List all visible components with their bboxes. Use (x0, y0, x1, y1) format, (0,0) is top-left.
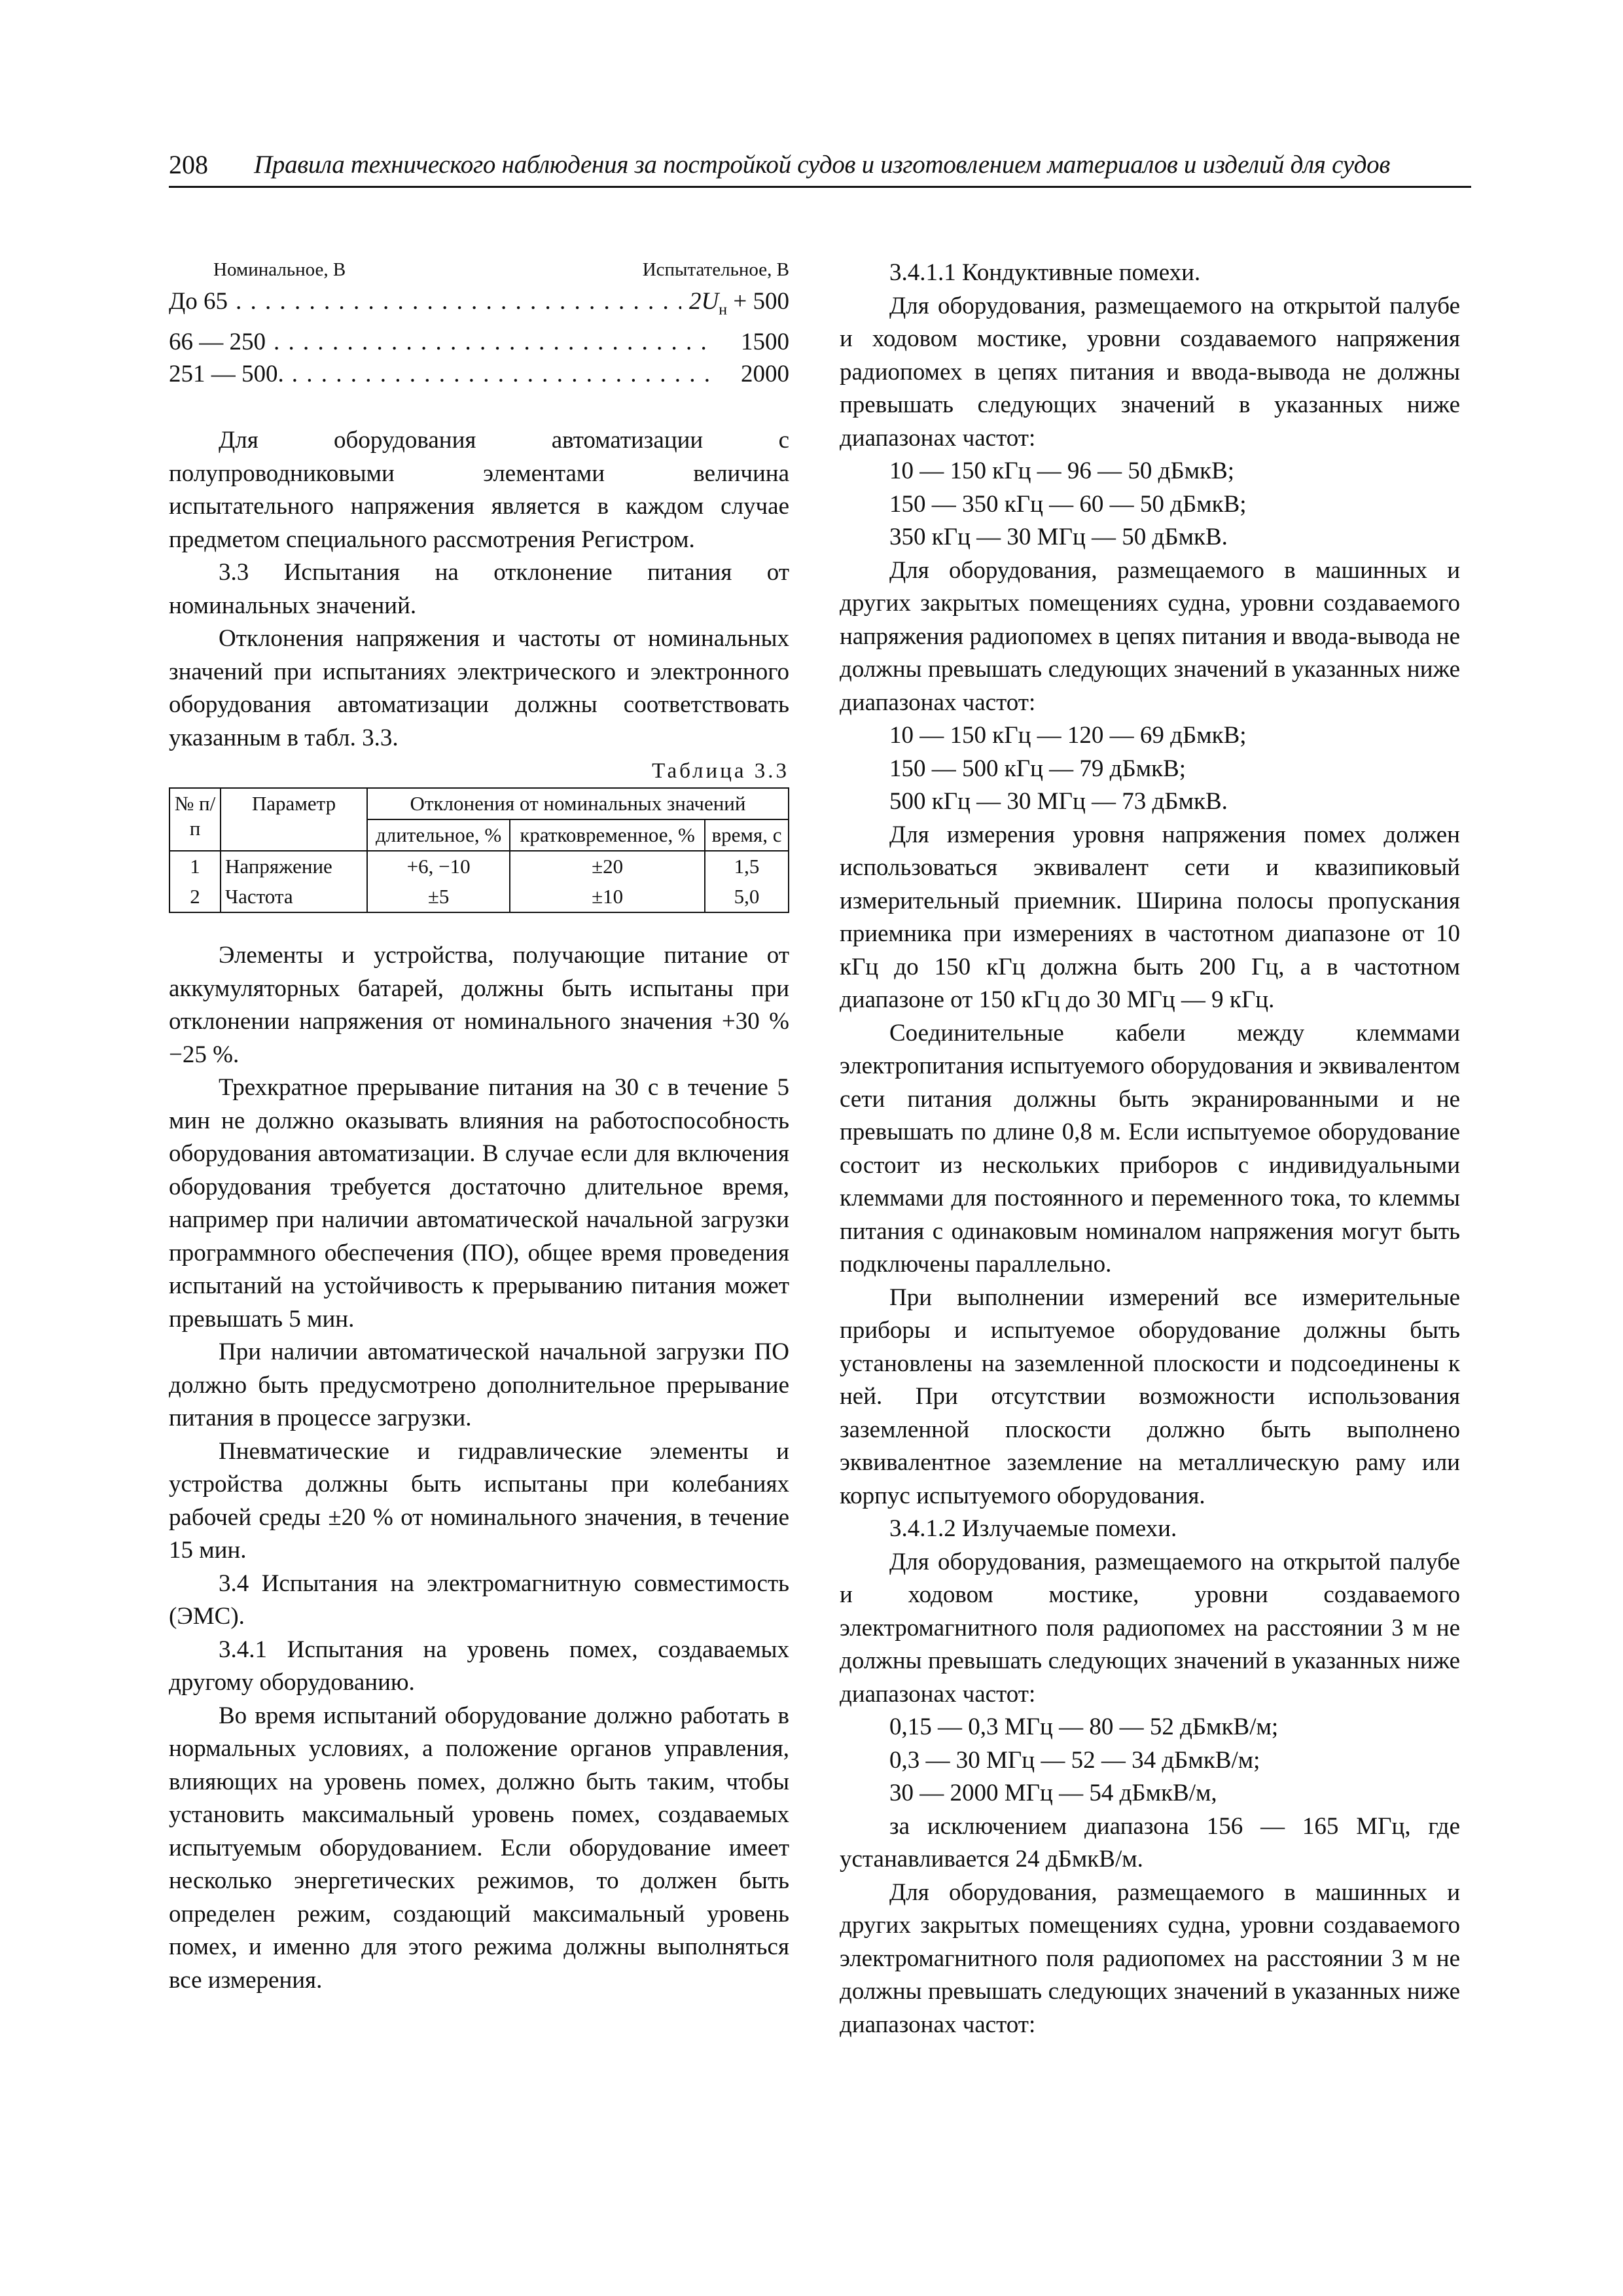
list-item: 150 — 350 кГц — 60 — 50 дБмкВ; (889, 490, 1247, 518)
table-row: 2 Частота ±5 ±10 5,0 (169, 882, 789, 912)
section-heading: 3.4.1.1 Кондуктивные помехи. (889, 259, 1201, 286)
th-parameter: Параметр (221, 788, 367, 851)
th-number: № п/п (169, 788, 221, 851)
paragraph: Во время испытаний оборудование должно работать в нормальных условиях, а положение органов управления, влияющих на уровень помех, должно быть таким, чтобы установить максимальный уровень помех, создаваемых испытуемым оборудованием. Если оборудование имеет несколько энергетических режимов, то должен быть определен режим, создающий максимальный уровень помех, и именно для этого режима должны выполняться все измерения. (169, 1702, 789, 1994)
paragraph: за исключением диапазона 156 — 165 МГц, где устанавливается 24 дБмкВ/м. (840, 1812, 1460, 1873)
th-deviations: Отклонения от номинальных значений (367, 788, 789, 819)
left-column (169, 257, 789, 1997)
section-heading: 3.3 Испытания на отклонение питания от номинальных значений. (169, 559, 789, 619)
list-item: 0,15 — 0,3 МГц — 80 — 52 дБмкВ/м; (889, 1713, 1279, 1740)
section-heading: 3.4.1 Испытания на уровень помех, создаваемых другому оборудованию. (169, 1636, 789, 1696)
list-item: 10 — 150 кГц — 120 — 69 дБмкВ; (889, 722, 1247, 749)
voltage-row: 66 — 250 . . . 1500 (169, 326, 789, 358)
paragraph: Пневматические и гидравлические элементы и устройства должны быть испытаны при колебаниях рабочей среды ±20 % от номинального значения, в течение 15 мин. (169, 1437, 789, 1564)
table-row: 1 Напряжение +6, −10 ±20 1,5 (169, 851, 789, 882)
paragraph: Для оборудования, размещаемого на открытой палубе и ходовом мостике, уровни создаваемого напряжения радиопомех в цепях питания и ввода-вывода не должны превышать следующих значений в указанных ниже диапазонах частот: (840, 292, 1460, 452)
table-caption: Таблица 3.3 (652, 759, 789, 783)
list-item: 350 кГц — 30 МГц — 50 дБмкВ. (889, 524, 1228, 550)
paragraph: При выполнении измерений все измерительные приборы и испытуемое оборудование должны быть установлены на заземленной плоскости и подсоединены к ней. При отсутствии возможности использования заземленной плоскости должно быть выполнено эквивалентное заземление на металлическую раму или корпус испытуемого оборудования. (840, 1283, 1460, 1509)
page-header (169, 145, 1471, 188)
th-short: кратковременное, % (510, 819, 705, 851)
th-long: длительное, % (367, 819, 510, 851)
voltage-row: До 65 . . . $2U_н + 500$ (169, 285, 789, 326)
page-number: 208 (169, 150, 208, 179)
paragraph: Для измерения уровня напряжения помех должен использоваться эквивалент сети и квазипиковый измерительный приемник. Ширина полосы пропускания приемника при измерениях в частотном диапазоне от 10 кГц до 150 кГц должна быть 200 Гц, а в частотном диапазоне от 150 кГц до 30 МГц — 9 кГц. (840, 821, 1460, 1013)
paragraph: Для оборудования автоматизации с полупроводниковыми элементами величина испытательного напряжения является в каждом случае предметом специального рассмотрения Регистром. (169, 427, 789, 553)
paragraph: Отклонения напряжения и частоты от номинальных значений при испытаниях электрического и электронного оборудования автоматизации должны соответствовать указанным в табл. 3.3. (169, 625, 789, 751)
section-heading: 3.4.1.2 Излучаемые помехи. (889, 1515, 1177, 1542)
paragraph: Соединительные кабели между клеммами электропитания испытуемого оборудования и эквивалентом сети питания должны быть экранированными и не превышать по длине 0,8 м. Если испытуемое оборудование состоит из нескольких приборов с индивидуальными клеммами для постоянного и переменного тока, то клеммы питания с одинаковым номиналом напряжения могут быть подключены параллельно. (840, 1019, 1460, 1278)
paragraph: Для оборудования, размещаемого в машинных и других закрытых помещениях судна, уровни создаваемого напряжения радиопомех в цепях питания и ввода-вывода не должны превышать следующих значений в указанных ниже диапазонах частот: (840, 556, 1460, 716)
list-item: 150 — 500 кГц — 79 дБмкВ; (889, 755, 1186, 782)
paragraph: Для оборудования, размещаемого на открытой палубе и ходовом мостике, уровни создаваемого электромагнитного поля радиопомех на расстоянии 3 м не должны превышать следующих значений в указанных ниже диапазонах частот: (840, 1548, 1460, 1708)
list-item: 30 — 2000 МГц — 54 дБмкВ/м, (889, 1780, 1217, 1806)
paragraph: Трехкратное прерывание питания на 30 с в течение 5 мин не должно оказывать влияния на работоспособность оборудования автоматизации. В случае если для включения оборудования требуется достаточно длительное время, например при наличии автоматической начальной загрузки программного обеспечения (ПО), общее время проведения испытаний на устойчивость к прерыванию питания может превышать 5 мин. (169, 1074, 789, 1333)
th-time: время, с (705, 819, 789, 851)
deviation-table (169, 787, 789, 913)
voltage-col-test: Испытательное, В (642, 259, 789, 280)
voltage-row: 251 — 500. . . . 2000 (169, 358, 789, 390)
list-item: 500 кГц — 30 МГц — 73 дБмкВ. (889, 788, 1228, 815)
paragraph: Элементы и устройства, получающие питание от аккумуляторных батарей, должны быть испытаны при отклонении напряжения от номинального значения +30 % −25 %. (169, 942, 789, 1068)
section-heading: 3.4 Испытания на электромагнитную совместимость (ЭМС). (169, 1570, 789, 1630)
voltage-table-header (169, 257, 789, 283)
running-title: Правила технического наблюдения за постройкой судов и изготовлением материалов и изделий для судов (254, 151, 1390, 179)
right-column (840, 257, 1460, 2041)
paragraph: При наличии автоматической начальной загрузки ПО должно быть предусмотрено дополнительное прерывание питания в процессе загрузки. (169, 1338, 789, 1432)
list-item: 10 — 150 кГц — 96 — 50 дБмкВ; (889, 457, 1235, 484)
paragraph: Для оборудования, размещаемого в машинных и других закрытых помещениях судна, уровни создаваемого электромагнитного поля радиопомех на расстоянии 3 м не должны превышать следующих значений в указанных ниже диапазонах частот: (840, 1878, 1460, 2038)
voltage-col-nominal: Номинальное, В (213, 259, 346, 280)
list-item: 0,3 — 30 МГц — 52 — 34 дБмкВ/м; (889, 1746, 1260, 1774)
